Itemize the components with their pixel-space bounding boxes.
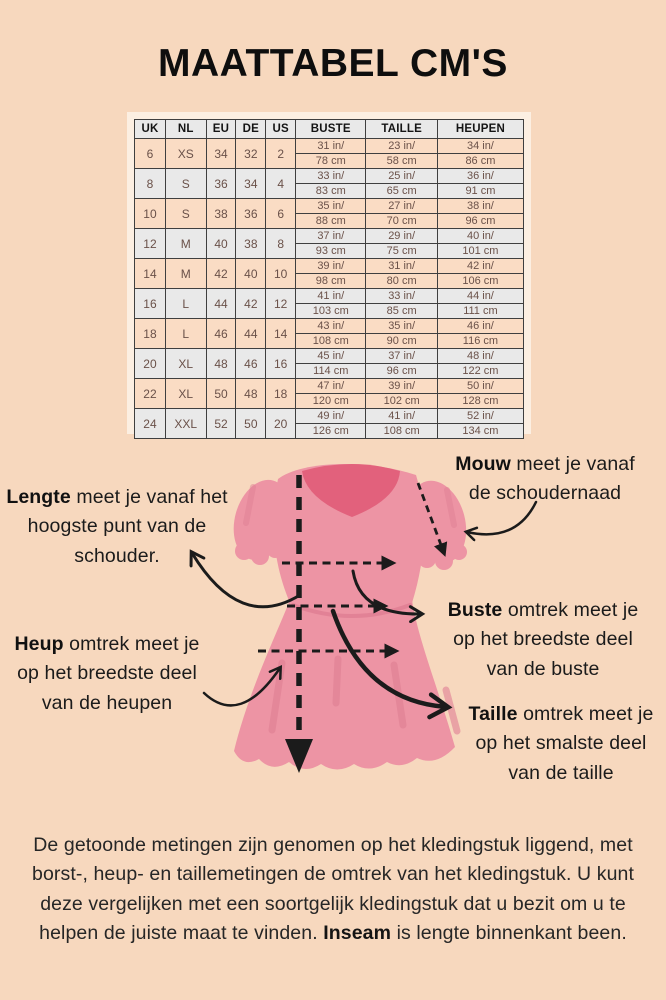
value-inches: 52 in/ xyxy=(438,409,523,424)
value-inches: 39 in/ xyxy=(296,259,365,274)
value-cm: 108 cm xyxy=(383,425,420,437)
size-table xyxy=(134,119,524,439)
value-inches: 35 in/ xyxy=(366,319,436,334)
value-cm: 83 cm xyxy=(315,185,346,197)
note-heup-text: omtrek meet je op het breedste deel van de heupen xyxy=(17,633,200,714)
table-row xyxy=(135,259,524,289)
cell-us: 14 xyxy=(266,319,296,349)
cell-taille xyxy=(366,199,437,229)
cell-us: 20 xyxy=(266,409,296,439)
column-header-taille: TAILLE xyxy=(366,120,437,139)
cell-eu: 50 xyxy=(206,379,236,409)
cell-de: 36 xyxy=(236,199,266,229)
value-cm: 70 cm xyxy=(386,215,417,227)
cell-buste xyxy=(296,199,366,229)
value-inches: 46 in/ xyxy=(438,319,523,334)
cell-uk: 6 xyxy=(135,139,166,169)
cell-nl: M xyxy=(165,229,206,259)
cell-us: 4 xyxy=(266,169,296,199)
table-row xyxy=(135,379,524,409)
cell-heupen xyxy=(437,319,523,349)
cell-us: 16 xyxy=(266,349,296,379)
value-cm: 108 cm xyxy=(312,335,349,347)
cell-eu: 34 xyxy=(206,139,236,169)
footer-text-after: is lengte binnenkant been. xyxy=(391,921,627,944)
value-inches: 35 in/ xyxy=(296,199,365,214)
note-taille xyxy=(462,700,660,788)
value-cm: 134 cm xyxy=(462,425,499,437)
cell-nl: XS xyxy=(165,139,206,169)
note-heup xyxy=(6,630,208,718)
value-inches: 48 in/ xyxy=(438,349,523,364)
value-inches: 45 in/ xyxy=(296,349,365,364)
cell-uk: 10 xyxy=(135,199,166,229)
note-lengte-term: Lengte xyxy=(6,486,71,508)
value-cm: 86 cm xyxy=(465,155,496,167)
cell-buste xyxy=(296,289,366,319)
value-inches: 37 in/ xyxy=(366,349,436,364)
cell-eu: 46 xyxy=(206,319,236,349)
cell-taille xyxy=(366,319,437,349)
column-header-de: DE xyxy=(236,120,266,139)
cell-us: 10 xyxy=(266,259,296,289)
cell-uk: 18 xyxy=(135,319,166,349)
cell-nl: XXL xyxy=(165,409,206,439)
value-cm: 96 cm xyxy=(386,365,417,377)
table-row xyxy=(135,289,524,319)
cell-buste xyxy=(296,379,366,409)
note-mouw-term: Mouw xyxy=(455,453,511,475)
cell-heupen xyxy=(437,409,523,439)
cell-heupen xyxy=(437,169,523,199)
cell-de: 40 xyxy=(236,259,266,289)
cell-de: 48 xyxy=(236,379,266,409)
value-inches: 50 in/ xyxy=(438,379,523,394)
cell-nl: S xyxy=(165,169,206,199)
cell-taille xyxy=(366,169,437,199)
cell-nl: XL xyxy=(165,349,206,379)
note-mouw-text: meet je vanaf de schoudernaad xyxy=(468,453,635,505)
cell-uk: 8 xyxy=(135,169,166,199)
cell-eu: 44 xyxy=(206,289,236,319)
table-row xyxy=(135,319,524,349)
table-row xyxy=(135,199,524,229)
cell-us: 18 xyxy=(266,379,296,409)
note-buste-term: Buste xyxy=(447,599,503,621)
value-inches: 38 in/ xyxy=(438,199,523,214)
value-inches: 42 in/ xyxy=(438,259,523,274)
page-title: MAATTABEL CM'S xyxy=(158,42,508,85)
value-cm: 91 cm xyxy=(465,185,496,197)
value-cm: 85 cm xyxy=(386,305,417,317)
sleeve-right-scallop xyxy=(435,552,453,570)
note-taille-text: omtrek meet je op het smalste deel van de taille xyxy=(475,703,654,784)
cell-de: 38 xyxy=(236,229,266,259)
value-cm: 93 cm xyxy=(315,245,346,257)
footer-inseam-term: Inseam xyxy=(323,921,392,944)
value-cm: 126 cm xyxy=(312,425,349,437)
cell-nl: M xyxy=(165,259,206,289)
value-inches: 31 in/ xyxy=(366,259,436,274)
cell-us: 12 xyxy=(266,289,296,319)
cell-de: 32 xyxy=(236,139,266,169)
value-cm: 75 cm xyxy=(386,245,417,257)
size-table-panel xyxy=(127,112,531,437)
value-cm: 111 cm xyxy=(463,305,498,317)
value-cm: 98 cm xyxy=(315,275,346,287)
value-cm: 65 cm xyxy=(386,185,417,197)
cell-eu: 38 xyxy=(206,199,236,229)
value-cm: 101 cm xyxy=(462,245,499,257)
value-inches: 37 in/ xyxy=(296,229,365,244)
footer-text-before: De getoonde metingen zijn genomen op het kledingstuk liggend, met borst-, heup- en taillemetingen de omtrek van het kledingstuk. U kunt deze vergelijken met een soortgelijk kledingstuk dat u bezit om u te helpen de juiste maat te vinden. xyxy=(32,834,634,944)
cell-heupen xyxy=(437,139,523,169)
skirt-pleat xyxy=(336,659,338,703)
cell-heupen xyxy=(437,379,523,409)
cell-taille xyxy=(366,289,437,319)
cell-uk: 16 xyxy=(135,289,166,319)
cell-taille xyxy=(366,409,437,439)
table-row xyxy=(135,169,524,199)
cell-us: 8 xyxy=(266,229,296,259)
cell-buste xyxy=(296,169,366,199)
note-taille-term: Taille xyxy=(468,703,518,725)
value-inches: 31 in/ xyxy=(296,139,365,154)
cell-uk: 20 xyxy=(135,349,166,379)
value-inches: 23 in/ xyxy=(366,139,436,154)
cell-taille xyxy=(366,379,437,409)
column-header-heupen: HEUPEN xyxy=(437,120,523,139)
value-cm: 120 cm xyxy=(312,395,349,407)
value-inches: 33 in/ xyxy=(296,169,365,184)
value-cm: 106 cm xyxy=(462,275,499,287)
cell-de: 34 xyxy=(236,169,266,199)
cell-buste xyxy=(296,139,366,169)
cell-eu: 52 xyxy=(206,409,236,439)
value-cm: 128 cm xyxy=(462,395,499,407)
cell-heupen xyxy=(437,199,523,229)
cell-taille xyxy=(366,259,437,289)
header-row xyxy=(135,120,524,139)
value-inches: 39 in/ xyxy=(366,379,436,394)
cell-heupen xyxy=(437,259,523,289)
cell-uk: 12 xyxy=(135,229,166,259)
cell-de: 50 xyxy=(236,409,266,439)
value-cm: 78 cm xyxy=(315,155,346,167)
value-cm: 114 cm xyxy=(313,365,349,377)
cell-uk: 22 xyxy=(135,379,166,409)
value-inches: 25 in/ xyxy=(366,169,436,184)
column-header-eu: EU xyxy=(206,120,236,139)
note-buste-text: omtrek meet je op het breedste deel van de buste xyxy=(453,599,639,680)
cell-heupen xyxy=(437,289,523,319)
cell-nl: L xyxy=(165,319,206,349)
cell-taille xyxy=(366,349,437,379)
column-header-nl: NL xyxy=(165,120,206,139)
column-header-buste: BUSTE xyxy=(296,120,366,139)
note-lengte-text: meet je vanaf het hoogste punt van de schouder. xyxy=(27,486,228,567)
cell-nl: XL xyxy=(165,379,206,409)
cell-uk: 24 xyxy=(135,409,166,439)
value-cm: 116 cm xyxy=(462,335,499,347)
value-inches: 44 in/ xyxy=(438,289,523,304)
footer-paragraph xyxy=(24,831,642,948)
cell-de: 42 xyxy=(236,289,266,319)
sleeve-left-scallop xyxy=(251,547,269,565)
table-row xyxy=(135,139,524,169)
value-inches: 27 in/ xyxy=(366,199,436,214)
value-cm: 96 cm xyxy=(465,215,496,227)
value-cm: 122 cm xyxy=(462,365,499,377)
table-row xyxy=(135,409,524,439)
cell-buste xyxy=(296,229,366,259)
value-cm: 102 cm xyxy=(383,395,420,407)
value-cm: 58 cm xyxy=(386,155,417,167)
value-cm: 103 cm xyxy=(312,305,349,317)
cell-us: 2 xyxy=(266,139,296,169)
note-mouw xyxy=(445,450,645,509)
value-inches: 29 in/ xyxy=(366,229,436,244)
value-inches: 40 in/ xyxy=(438,229,523,244)
cell-de: 44 xyxy=(236,319,266,349)
note-lengte xyxy=(4,483,230,571)
cell-buste xyxy=(296,409,366,439)
cell-taille xyxy=(366,139,437,169)
size-table-body xyxy=(135,139,524,439)
value-inches: 33 in/ xyxy=(366,289,436,304)
cell-buste xyxy=(296,319,366,349)
cell-eu: 48 xyxy=(206,349,236,379)
value-inches: 41 in/ xyxy=(366,409,436,424)
cell-heupen xyxy=(437,229,523,259)
table-row xyxy=(135,349,524,379)
cell-eu: 42 xyxy=(206,259,236,289)
value-inches: 41 in/ xyxy=(296,289,365,304)
cell-uk: 14 xyxy=(135,259,166,289)
value-cm: 88 cm xyxy=(315,215,346,227)
cell-taille xyxy=(366,229,437,259)
sleeve-left-scallop xyxy=(235,542,253,560)
column-header-us: US xyxy=(266,120,296,139)
value-cm: 80 cm xyxy=(386,275,417,287)
cell-buste xyxy=(296,259,366,289)
note-heup-term: Heup xyxy=(14,633,64,655)
table-row xyxy=(135,229,524,259)
sleeve-right-scallop xyxy=(451,544,467,560)
value-inches: 49 in/ xyxy=(296,409,365,424)
value-cm: 90 cm xyxy=(386,335,417,347)
value-inches: 43 in/ xyxy=(296,319,365,334)
cell-buste xyxy=(296,349,366,379)
value-inches: 34 in/ xyxy=(438,139,523,154)
cell-nl: S xyxy=(165,199,206,229)
cell-heupen xyxy=(437,349,523,379)
cell-nl: L xyxy=(165,289,206,319)
note-buste xyxy=(437,596,649,684)
size-table-head xyxy=(135,120,524,139)
cell-de: 46 xyxy=(236,349,266,379)
cell-us: 6 xyxy=(266,199,296,229)
cell-eu: 36 xyxy=(206,169,236,199)
value-inches: 47 in/ xyxy=(296,379,365,394)
value-inches: 36 in/ xyxy=(438,169,523,184)
cell-eu: 40 xyxy=(206,229,236,259)
column-header-uk: UK xyxy=(135,120,166,139)
